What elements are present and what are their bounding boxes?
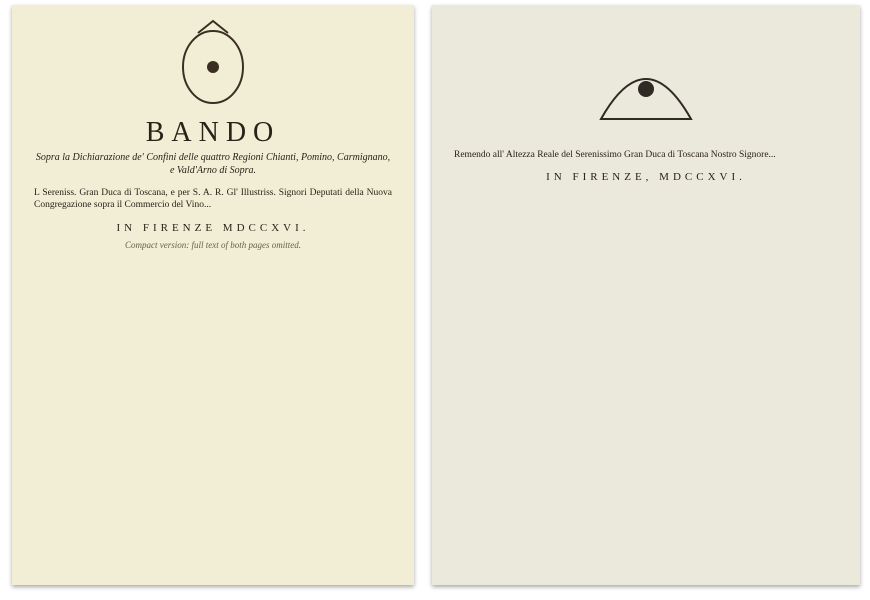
coat-of-arms-icon — [158, 19, 268, 109]
place-line: IN FIRENZE MDCCXVI. — [116, 222, 310, 235]
subtitle: Sopra la Dichiarazione de' Confini delle quattro Regioni Chianti, Pomino, Carmignano, e Vald'Arno di Sopra. — [35, 152, 391, 176]
compact-note: Compact version: full text of both pages omitted. — [125, 240, 301, 251]
right-sheet — [432, 5, 860, 585]
body-text: Remendo all' Altezza Reale del Serenissimo Gran Duca di Toscana Nostro Signore... — [454, 149, 776, 160]
crowned-arms-icon — [571, 19, 721, 139]
page-title: BANDO — [145, 117, 281, 148]
left-sheet — [12, 5, 414, 585]
place-line: IN FIRENZE, MDCCXVI. — [546, 171, 746, 184]
body-text: L Sereniss. Gran Duca di Toscana, e per S. A. R. Gl' Illustriss. Signori Deputati della Nuova Congregazione sopra il Commercio del Vino... — [34, 187, 392, 211]
